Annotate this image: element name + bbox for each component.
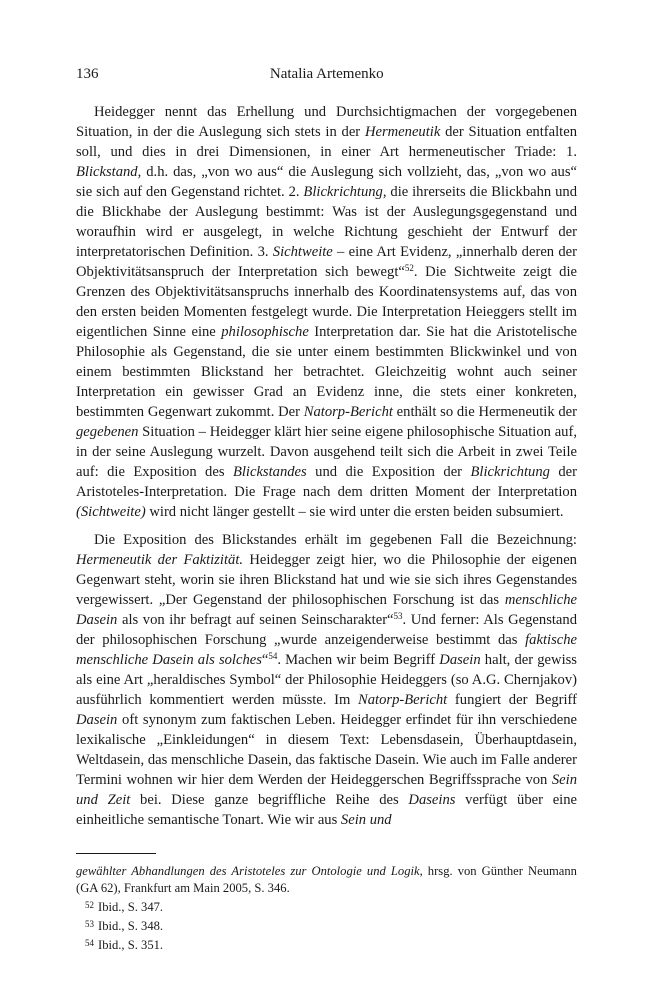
- text-run: der Aristoteles-Interpretation. Die Frage nach dem dritten Moment der Interpretation: [76, 464, 577, 500]
- footnote-text: Ibid., S. 347.: [98, 900, 164, 914]
- emphasis-text: Hermeneutik der Faktizität.: [76, 552, 244, 568]
- text-run: “: [261, 652, 269, 668]
- footnote-ref: 52: [404, 263, 414, 273]
- emphasis-text: Blickstand,: [76, 164, 142, 180]
- body-text: [76, 102, 577, 830]
- text-run: – eine Art Evidenz, „innerhalb deren der Objektivitätsanspruch der Interpretation sich bewegt“: [76, 244, 577, 280]
- text-run: oft synonym zum faktischen Leben. Heidegger erfindet für ihn verschiedene lexikalische „Einkleidungen“ in diesem Text: Lebensdasein, Überhauptdasein, Weltdasein, das menschliche Dasein, das faktische Dasein. Wie auch im Falle anderer Termini wohnen wir hier dem Werden der Heideggerschen Begriffssprache von: [76, 712, 577, 788]
- text-run: bei. Diese ganze begriffliche Reihe des: [130, 792, 409, 808]
- emphasis-text: Blickrichtung,: [303, 184, 387, 200]
- paragraph-1: [76, 102, 577, 522]
- text-run: wird nicht länger gestellt – sie wird unter die ersten beiden subsumiert.: [145, 504, 564, 520]
- running-head: Natalia Artemenko: [269, 66, 384, 82]
- emphasis-text: menschliche Dasein: [76, 592, 577, 628]
- text-run: verfügt über eine einheitliche semantische Tonart. Wie wir aus: [76, 792, 577, 828]
- footnote-number: 54: [85, 938, 94, 948]
- footnotes: [76, 863, 577, 954]
- emphasis-text: Sichtweite: [272, 244, 333, 260]
- footnote-text: Ibid., S. 351.: [98, 938, 164, 952]
- footnote-ref: 54: [268, 651, 278, 661]
- text-run: Heidegger nennt das Erhellung und Durchsichtigmachen der vorgegebenen Situation, in der die Auslegung sich stets in der: [76, 104, 577, 140]
- book-page: [76, 66, 577, 954]
- text-run: Heidegger zeigt hier, wo die Philosophie der eigenen Gegenwart steht, worin sie ihren Blickstand hat und wie sie sich ihres Gegenstandes vergewissert. „Der Gegenstand der philosophischen Forschung ist das: [76, 552, 577, 608]
- text-run: und die Exposition der: [306, 464, 471, 480]
- text-run: . Und ferner: Als Gegenstand der philosophischen Forschung „wurde anzeigenderweise bestimmt das: [76, 612, 577, 648]
- emphasis-text: gegebenen: [76, 424, 139, 440]
- emphasis-text: gewählter Abhandlungen des Aristoteles zur Ontologie und Logik,: [76, 864, 423, 878]
- text-run: enthält so die Hermeneutik der: [392, 404, 577, 420]
- page-number: 136: [76, 66, 99, 82]
- footnote-53: [76, 916, 577, 935]
- text-run: die ihrerseits die Blickbahn und die Blickhabe der Auslegung bestimmt: Was ist der Auslegungsgegenstand und woraufhin wird er ausgelegt, in welche Richtung geschieht der Entwurf der interpretatorischen Definition. 3.: [76, 184, 577, 260]
- text-run: . Die Sichtweite zeigt die Grenzen des Objektivitätsanspruchs innerhalb des Koordinatensystems auf, das von den ersten beiden Momenten festgelegt wurde. Die Interpretation Heieggers stellt im eigentlichen Sinne eine: [76, 264, 577, 340]
- emphasis-text: Sein und Zeit: [76, 772, 577, 808]
- emphasis-text: Natorp-Bericht: [358, 692, 448, 708]
- footnote-number: 53: [85, 919, 94, 929]
- paragraph-2: [76, 530, 577, 830]
- page-header: [76, 66, 577, 90]
- emphasis-text: Dasein: [76, 712, 118, 728]
- text-run: als von ihr befragt auf seinen Seinscharakter“: [117, 612, 394, 628]
- emphasis-text: (Sichtweite): [76, 504, 146, 520]
- text-run: der Situation entfalten soll, und dies in drei Dimensionen, in einer Art hermeneutischer Triade: 1.: [76, 124, 577, 160]
- text-run: Die Exposition des Blickstandes erhält im gegebenen Fall die Bezeichnung:: [94, 532, 577, 548]
- footnote-52: [76, 897, 577, 916]
- text-run: Interpretation dar. Sie hat die Aristotelische Philosophie als Gegenstand, die sie unter einem bestimmten Blickwinkel und von einem bestimmten Blickstand her betrachtet. Gleichzeitig wohnt auch seiner Interpretation ein gewisser Grad an Evidenz inne, die stets einer konkreten, bestimmten Gegenwart zukommt. Der: [76, 324, 578, 420]
- emphasis-text: Natorp-Bericht: [303, 404, 393, 420]
- footnote-ref: 53: [393, 611, 403, 621]
- footnote-number: 52: [85, 900, 94, 910]
- text-run: d.h. das, „von wo aus“ die Auslegung sich vollzieht, das, „von wo aus“ sie sich auf den Gegenstand richtet. 2.: [76, 164, 577, 200]
- footnote-continuation: [76, 863, 577, 897]
- emphasis-text: Daseins: [408, 792, 456, 808]
- text-run: hrsg. von Günther Neumann (GA 62), Frankfurt am Main 2005, S. 346.: [76, 864, 577, 895]
- footnote-54: [76, 935, 577, 954]
- emphasis-text: philosophische: [221, 324, 309, 340]
- text-run: . Machen wir beim Begriff: [277, 652, 440, 668]
- text-run: fungiert der Begriff: [447, 692, 578, 708]
- emphasis-text: Sein und: [340, 812, 392, 828]
- footnote-text: Ibid., S. 348.: [98, 919, 164, 933]
- emphasis-text: Blickstandes: [232, 464, 307, 480]
- emphasis-text: Blickrichtung: [470, 464, 550, 480]
- emphasis-text: Dasein: [439, 652, 481, 668]
- footnote-rule: [76, 853, 156, 854]
- text-run: halt, der gewiss als eine Art „heraldisches Symbol“ der Philosophie Heideggers (so A.G. Chernjakov) ausführlich kommentiert werden müsste. Im: [76, 652, 577, 708]
- emphasis-text: Hermeneutik: [364, 124, 441, 140]
- text-run: Situation – Heidegger klärt hier seine eigene philosophische Situation auf, in der seine Auslegung wurzelt. Davon ausgehend teilt sich die Arbeit in zwei Teile auf: die Exposition des: [76, 424, 577, 480]
- emphasis-text: faktische menschliche Dasein als solches: [76, 632, 577, 668]
